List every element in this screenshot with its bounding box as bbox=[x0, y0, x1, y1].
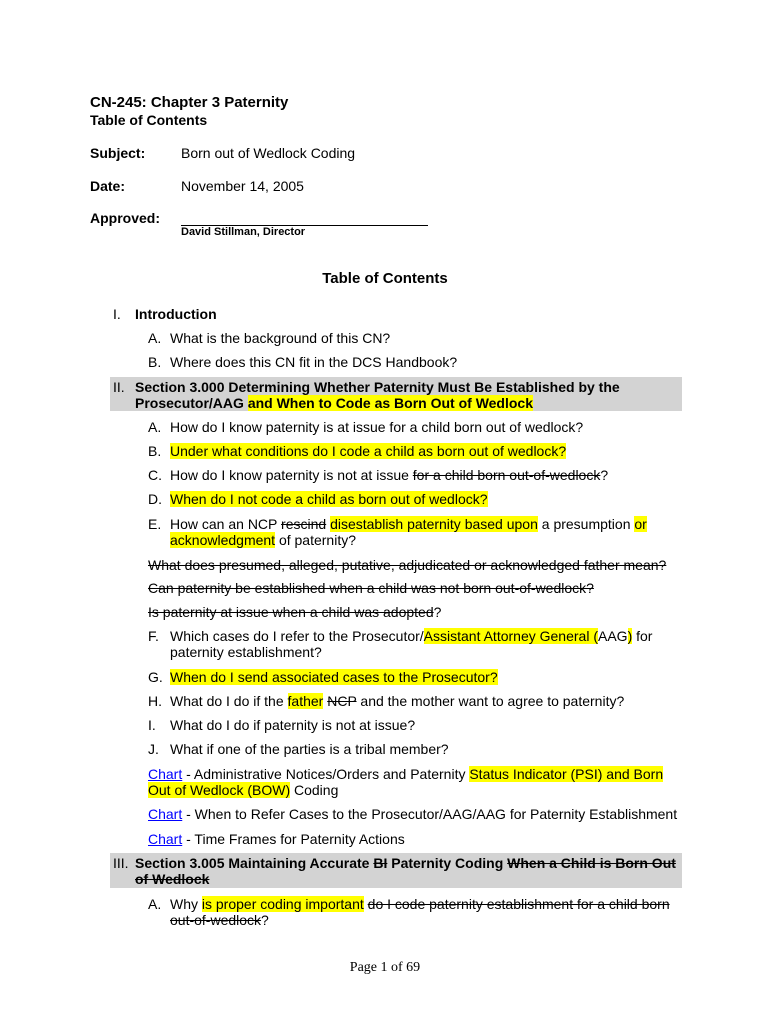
strikethrough-text: of Wedlock bbox=[135, 871, 210, 887]
strikethrough-text: Is paternity at issue when a child was adopted bbox=[148, 604, 434, 620]
section-title-text: Paternity Coding bbox=[391, 855, 504, 871]
date-label: Date: bbox=[90, 178, 126, 194]
toc-item-text: of paternity? bbox=[278, 532, 357, 548]
chart-description: Coding bbox=[290, 782, 339, 798]
section-title[interactable]: Introduction bbox=[135, 306, 217, 322]
chart-description: - When to Refer Cases to the Prosecutor/AAG/AAG for Paternity Establishment bbox=[182, 806, 678, 822]
toc-item[interactable]: Where does this CN fit in the DCS Handbook? bbox=[170, 354, 458, 370]
toc-item-text: paternity establishment? bbox=[170, 644, 322, 660]
toc-item-letter: B. bbox=[148, 443, 162, 459]
toc-heading: Table of Contents bbox=[322, 270, 448, 287]
toc-item-letter: A. bbox=[148, 896, 162, 912]
toc-item[interactable]: When do I not code a child as born out of wedlock? bbox=[170, 491, 488, 507]
toc-item-text: AAG bbox=[597, 628, 628, 644]
section-title-text: Section 3.005 Maintaining Accurate bbox=[135, 855, 370, 871]
strikethrough-text: out-of-wedlock bbox=[170, 912, 262, 928]
section-numeral: III. bbox=[113, 855, 129, 871]
highlight-text: Status Indicator (PSI) and Born bbox=[469, 766, 664, 782]
strikethrough-text: do I code paternity establishment for a child born bbox=[367, 896, 670, 912]
toc-item-letter: E. bbox=[148, 516, 162, 532]
chart-link[interactable]: Chart bbox=[148, 831, 183, 847]
chart-entry bbox=[148, 806, 677, 822]
section-title-line2: Prosecutor/AAG bbox=[135, 395, 244, 411]
toc-item-letter: A. bbox=[148, 419, 162, 435]
date-value: November 14, 2005 bbox=[181, 178, 304, 194]
section-numeral: I. bbox=[113, 306, 121, 322]
toc-item-text: a presumption bbox=[541, 516, 631, 532]
strikethrough-text: for a child born out-of-wedlock bbox=[412, 467, 601, 483]
document-title: CN-245: Chapter 3 Paternity bbox=[90, 94, 289, 111]
toc-item[interactable]: What is the background of this CN? bbox=[170, 330, 391, 346]
toc-item-letter: G. bbox=[148, 669, 163, 685]
subject-value: Born out of Wedlock Coding bbox=[181, 145, 356, 161]
highlight-text: acknowledgment bbox=[170, 532, 276, 548]
chart-entry bbox=[148, 831, 405, 847]
page-number: Page 1 of 69 bbox=[349, 960, 421, 975]
strikethrough-text: NCP bbox=[327, 693, 357, 709]
toc-item-text: How do I know paternity is not at issue bbox=[170, 467, 409, 483]
section-title-line1: Section 3.000 Determining Whether Paternity Must Be Established by the bbox=[135, 379, 620, 395]
section-numeral: II. bbox=[113, 379, 125, 395]
toc-item-letter: A. bbox=[148, 330, 162, 346]
toc-item[interactable] bbox=[170, 896, 670, 928]
highlight-text: disestablish paternity based upon bbox=[330, 516, 538, 532]
toc-item[interactable]: Under what conditions do I code a child as born out of wedlock? bbox=[170, 443, 567, 459]
subject-label: Subject: bbox=[90, 145, 146, 161]
toc-item[interactable] bbox=[170, 693, 624, 709]
toc-item[interactable]: What do I do if paternity is not at issue? bbox=[170, 717, 416, 733]
highlight-text: or bbox=[634, 516, 647, 532]
toc-item[interactable] bbox=[170, 467, 608, 483]
toc-item-text: Which cases do I refer to the Prosecutor/ bbox=[170, 628, 424, 644]
toc-item-letter: J. bbox=[148, 741, 159, 757]
section-title[interactable] bbox=[135, 379, 620, 411]
approver-name: David Stillman, Director bbox=[181, 226, 306, 238]
section-title[interactable] bbox=[135, 855, 676, 887]
toc-item-text: How can an NCP bbox=[170, 516, 278, 532]
toc-item-text: What do I do if the bbox=[170, 693, 284, 709]
toc-item-text: and the mother want to agree to paternity? bbox=[360, 693, 625, 709]
toc-item-letter: H. bbox=[148, 693, 162, 709]
chart-description: - Administrative Notices/Orders and Paternity bbox=[182, 766, 470, 782]
strikethrough-text: When a Child is Born Out bbox=[507, 855, 676, 871]
toc-item-letter: C. bbox=[148, 467, 162, 483]
approved-label: Approved: bbox=[90, 210, 160, 226]
highlight-text: is proper coding important bbox=[201, 896, 364, 912]
toc-item[interactable]: How do I know paternity is at issue for a child born out of wedlock? bbox=[170, 419, 584, 435]
toc-item-letter: F. bbox=[148, 628, 159, 644]
highlight-text: ) bbox=[627, 628, 633, 644]
chart-link[interactable]: Chart bbox=[148, 766, 183, 782]
toc-item[interactable]: What if one of the parties is a tribal member? bbox=[170, 741, 449, 757]
punctuation: ? bbox=[600, 467, 609, 483]
chart-link[interactable]: Chart bbox=[148, 806, 183, 822]
chart-description: - Time Frames for Paternity Actions bbox=[182, 831, 405, 847]
toc-item-text: for bbox=[636, 628, 653, 644]
toc-item-text: Why bbox=[170, 896, 198, 912]
toc-item[interactable]: When do I send associated cases to the Prosecutor? bbox=[170, 669, 498, 685]
punctuation: ? bbox=[261, 912, 269, 928]
toc-item-letter: D. bbox=[148, 491, 162, 507]
highlight-text: father bbox=[287, 693, 324, 709]
document-subtitle: Table of Contents bbox=[90, 112, 208, 128]
highlight-text: Assistant Attorney General ( bbox=[423, 628, 598, 644]
chart-entry bbox=[148, 766, 663, 798]
struck-item: Can paternity be established when a child was not born out-of-wedlock? bbox=[148, 580, 594, 596]
punctuation: ? bbox=[433, 604, 442, 620]
highlight-text: and When to Code as Born Out of Wedlock bbox=[247, 395, 534, 411]
strikethrough-text: BI bbox=[373, 855, 388, 871]
highlight-text: Out of Wedlock (BOW) bbox=[148, 782, 291, 798]
toc-item-letter: I. bbox=[148, 717, 156, 733]
toc-item-letter: B. bbox=[148, 354, 162, 370]
struck-item bbox=[148, 604, 441, 620]
struck-item: What does presumed, alleged, putative, adjudicated or acknowledged father mean? bbox=[148, 557, 667, 573]
toc-item[interactable] bbox=[170, 516, 647, 548]
toc-item[interactable] bbox=[170, 628, 652, 660]
strikethrough-text: rescind bbox=[281, 516, 327, 532]
